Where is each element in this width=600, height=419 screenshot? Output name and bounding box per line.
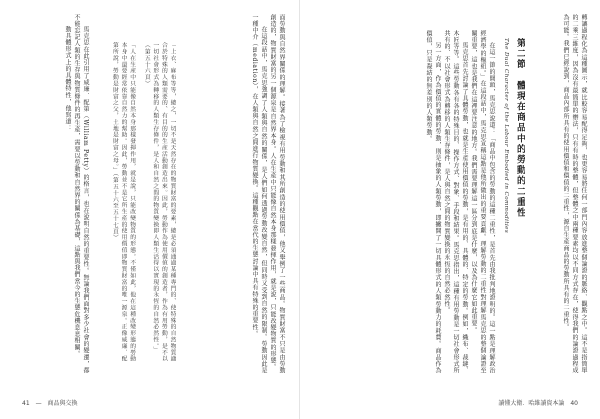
section-heading: 第二節 體現在商品中的勞動的二重性: [515, 38, 525, 219]
right-paragraph: 另一方面，作為價值的實體的勞動，則是抽象的人類勞動，即撇開了一切具體形式的人類勞動力的耗費。商品作為價值，只是凝結的無差別的人類勞動。: [425, 30, 441, 374]
right-body-text: [314, 30, 496, 374]
quote-paragraph: 「人在生產中只能像自然本身那樣發揮作用，就是說，只能改變物質的形態。不僅如此，他在這種改變形態的勞動本身中還要經常依靠自然力的幫助。因此，勞動並不是它所生產的使用價值即物質財富的唯一源泉。正像威廉．配第所說，勞動是財富之父，土地是財富之母。」（第五十六至五十七頁）: [111, 42, 135, 362]
left-paragraph: 動具體形式上的具體特性，他寫道：: [64, 26, 71, 132]
left-paragraph: 在這段話中，馬克思強調了人類與自然的關係，是人們如何透過勞動改變自然，但同時又受到自然的限制。勞動因此是一種中介（mediation），在人類與自然之間進行物質變換。這種觀點在當代的生態討論中具有特殊的重要性。: [251, 14, 267, 374]
page-number: 41: [22, 400, 30, 407]
left-body-text-continued: [16, 14, 90, 374]
right-intro-text: [530, 14, 588, 374]
right-paragraph: 在這一節的開頭，馬克思說道：「商品中包含的勞動的這種二重性，是首先由我批判地證明的。這一點是理解政治經濟學的樞紐。」在這段話中，馬克思宣稱這點是他所做出的重要貢獻。理解勞動的二重性對理解馬克思的整個論證至關重要，這也是我們在這裡要注意的地方。我們需要理解這一區分到底是什麼，以及為什麼它如此重要。: [470, 30, 495, 374]
intro-paragraph: 轉讓過程化為這種圖示，就比較容易配得足夠，也更容易將任何一部門內容放進整個論證的脈絡、觀點之中。這不是指簡單的二乘三維度，因為沒有最簡單的辦法，只有有時的整體，但整體之中兩種要素均以不同方式存在，使得我們的論證過程成為可能。我們已經說到，商品內部所具有的使用價值和價值的二重性，源自生產商品的勞動所具有的二重性。: [562, 14, 587, 374]
left-paragraph: 面勞動與自然界關係的理解。接著為了檢視有用勞動和其所創造的使用價值，他又舉例了一些商品。物質財富不只是由勞動創造的，物質財富的另一個源泉是自然界本身。人在生產中只能像自然本身那樣發揮作用，就是說，只能改變物質的形態。: [269, 14, 285, 374]
right-paragraph: 馬克思首先討論了具體勞動，也就是生產使用價值的勞動，是有用的、具體的、特定的勞動。例如，織布、裁縫、木匠等等。這些勞動各有各的特殊目的、操作方式、對象、手段和結果。馬克思指出，這種有用勞動是一切社會形式所共有的、不以社會形式為轉移的人類生存條件，是人與自然之間的物質變換的永恆的自然必然性。: [443, 30, 468, 374]
left-block-quote: [96, 42, 176, 362]
running-title: 讀懂大衛．哈維讀資本論: [498, 400, 565, 407]
right-folio: [498, 398, 578, 407]
left-body-text: [182, 14, 286, 374]
left-folio: 41 — 商品與交換: [22, 400, 78, 407]
right-page: [300, 0, 600, 419]
running-title: 商品與交換: [47, 400, 78, 407]
section-heading-english: The Dual Character of the Labour Embodied in Commodities: [503, 38, 509, 234]
left-paragraph: 馬克思在此引用了威廉．配第（William Petty）的格言，也在說明自然的重要性。無論我們面對多少社會的變遷，都不能忘記人類的生存與物質條件的再生產，需要以勞動和自然界的關係為基礎，這點與我們當今的生態危機息息相關。: [73, 14, 89, 374]
page-number: 40: [570, 400, 578, 407]
quote-paragraph: 「上衣、麻布等等，總之，一切不是天然存在的物質財富的要素，總是必須通過某種專門的、使特殊的自然物質適合於特殊的人類需要的、有目的的生產活動創造出來。因此，勞動作為使用價值的創造者，作為有用勞動，是不以一切社會形式為轉移的人類生存條件，是人和自然之間的物質變換即人類生活得以實現的永恆的自然必然性。」（第五十六頁）: [143, 42, 175, 362]
